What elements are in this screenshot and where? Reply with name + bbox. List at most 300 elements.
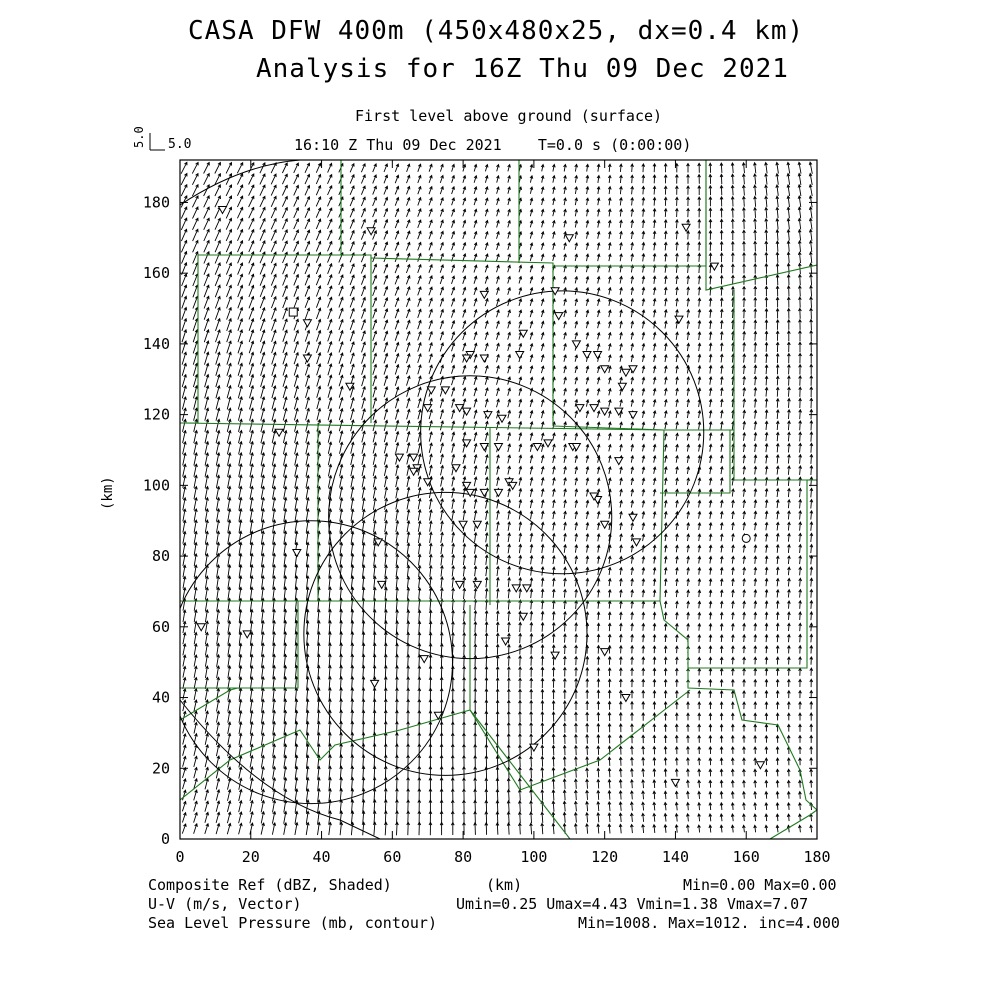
wind-vector xyxy=(765,691,768,698)
wind-vector xyxy=(418,577,421,588)
y-tick-label: 160 xyxy=(142,264,170,283)
wind-vector xyxy=(485,388,488,396)
wind-vector xyxy=(653,231,656,239)
wind-vector xyxy=(384,209,388,217)
wind-vector xyxy=(698,175,701,184)
wind-vector xyxy=(273,699,276,712)
wind-vector xyxy=(238,252,243,263)
wind-vector xyxy=(429,176,432,183)
wind-vector xyxy=(586,411,589,418)
wind-vector xyxy=(474,310,477,318)
wind-vector xyxy=(406,309,410,318)
wind-vector xyxy=(204,163,210,174)
wind-vector xyxy=(608,679,611,687)
wind-vector xyxy=(429,677,432,689)
wind-vector xyxy=(474,789,477,801)
wind-vector xyxy=(228,632,231,644)
wind-vector xyxy=(260,319,265,331)
wind-vector xyxy=(519,388,522,395)
wind-vector xyxy=(720,478,723,485)
wind-vector xyxy=(261,442,265,455)
wind-vector xyxy=(754,747,757,754)
wind-vector xyxy=(463,377,466,385)
wind-vector xyxy=(709,433,712,440)
footer-x-unit: (km) xyxy=(486,876,523,894)
wind-vector xyxy=(205,644,208,656)
wind-vector xyxy=(283,230,288,241)
wind-vector xyxy=(328,230,333,240)
wind-vector xyxy=(295,453,299,465)
wind-vector xyxy=(518,812,521,823)
wind-vector xyxy=(440,700,443,712)
wind-vector xyxy=(283,442,287,454)
wind-vector xyxy=(418,231,421,239)
wind-vector xyxy=(675,209,678,217)
wind-vector xyxy=(743,556,746,563)
wind-vector xyxy=(485,500,488,509)
wind-vector xyxy=(384,610,387,622)
wind-vector xyxy=(575,366,578,373)
wind-vector xyxy=(552,176,555,183)
wind-vector xyxy=(810,747,813,754)
wind-vector xyxy=(798,286,801,297)
wind-vector xyxy=(664,713,667,720)
wind-vector xyxy=(597,634,600,642)
wind-vector xyxy=(676,613,679,620)
wind-vector xyxy=(541,522,544,530)
wind-vector xyxy=(361,298,365,308)
wind-vector xyxy=(183,610,186,622)
wind-vector xyxy=(642,164,645,172)
wind-vector xyxy=(530,756,533,766)
wind-vector xyxy=(205,588,208,600)
wind-vector xyxy=(407,476,410,487)
station-marker xyxy=(243,631,251,638)
wind-vector xyxy=(250,756,253,768)
wind-vector xyxy=(227,296,232,308)
wind-vector xyxy=(250,554,253,567)
wind-vector xyxy=(541,455,544,463)
wind-vector xyxy=(474,176,477,183)
wind-vector xyxy=(228,576,231,589)
wind-vector xyxy=(597,657,600,665)
wind-vector xyxy=(552,679,555,688)
wind-vector xyxy=(406,242,410,250)
wind-vector xyxy=(653,389,656,396)
wind-vector xyxy=(272,352,276,364)
wind-vector xyxy=(608,232,611,239)
wind-vector xyxy=(239,688,242,700)
wind-vector xyxy=(720,691,723,698)
wind-vector xyxy=(474,354,477,362)
wind-vector xyxy=(215,296,220,308)
station-marker xyxy=(572,341,580,348)
wind-vector xyxy=(530,533,533,541)
station-marker xyxy=(533,444,541,451)
wind-vector xyxy=(474,209,477,216)
wind-vector xyxy=(754,264,757,274)
wind-vector xyxy=(452,566,455,577)
wind-vector xyxy=(642,646,645,653)
wind-vector xyxy=(586,601,589,609)
wind-vector xyxy=(474,733,477,745)
wind-vector xyxy=(620,489,623,496)
wind-vector xyxy=(541,812,544,823)
wind-vector xyxy=(552,522,555,530)
wind-vector xyxy=(182,274,187,286)
wind-vector xyxy=(642,445,645,452)
wind-vector xyxy=(564,333,567,340)
wind-vector xyxy=(530,678,533,688)
wind-vector xyxy=(810,702,813,710)
wind-vector xyxy=(743,489,746,497)
wind-vector xyxy=(519,634,522,644)
wind-vector xyxy=(440,209,443,216)
wind-vector xyxy=(440,343,443,352)
wind-vector xyxy=(709,792,712,799)
wind-vector xyxy=(597,590,600,598)
station-marker xyxy=(410,468,418,475)
wind-vector xyxy=(776,455,779,464)
wind-vector xyxy=(295,475,298,488)
wind-vector xyxy=(530,567,533,576)
wind-vector xyxy=(575,456,578,463)
wind-vector xyxy=(328,253,333,263)
wind-vector xyxy=(249,274,254,286)
wind-vector xyxy=(541,701,544,711)
wind-vector xyxy=(754,421,757,429)
wind-vector xyxy=(687,287,690,295)
wind-vector xyxy=(810,331,813,341)
wind-vector xyxy=(709,478,712,485)
wind-vector xyxy=(228,655,231,667)
wind-vector xyxy=(351,576,354,589)
wind-vector xyxy=(787,320,790,330)
wind-vector xyxy=(776,331,779,341)
wind-vector xyxy=(508,489,511,497)
wind-vector xyxy=(407,822,410,835)
wind-vector xyxy=(373,376,377,386)
wind-vector xyxy=(316,297,320,308)
wind-vector xyxy=(217,655,220,667)
wind-vector xyxy=(440,622,443,633)
wind-vector xyxy=(316,219,321,229)
wind-vector xyxy=(519,589,522,598)
wind-vector xyxy=(373,565,376,577)
wind-vector xyxy=(597,523,600,530)
wind-vector xyxy=(373,554,376,566)
wind-vector xyxy=(575,164,578,171)
wind-vector xyxy=(720,780,723,787)
wind-vector xyxy=(228,498,231,511)
wind-vector xyxy=(271,286,276,297)
wind-vector xyxy=(306,453,310,465)
wind-vector xyxy=(653,175,656,183)
wind-vector xyxy=(620,344,623,351)
wind-vector xyxy=(351,442,354,453)
wind-vector xyxy=(563,779,566,789)
wind-vector xyxy=(474,823,477,835)
wind-vector xyxy=(754,736,757,743)
wind-vector xyxy=(709,332,712,340)
wind-vector xyxy=(396,621,399,633)
wind-vector xyxy=(731,781,734,788)
wind-vector xyxy=(541,433,544,440)
wind-vector xyxy=(249,219,254,230)
wind-vector xyxy=(384,242,388,251)
wind-vector xyxy=(429,700,432,712)
wind-vector xyxy=(508,511,511,520)
station-marker xyxy=(463,440,471,447)
wind-vector xyxy=(586,489,589,496)
wind-vector xyxy=(350,275,354,285)
wind-vector xyxy=(508,399,511,407)
wind-vector xyxy=(597,668,600,676)
wind-vector xyxy=(497,243,500,250)
wind-vector xyxy=(552,221,555,228)
wind-vector xyxy=(328,386,332,397)
wind-vector xyxy=(238,319,243,331)
wind-vector xyxy=(497,221,500,228)
wind-vector xyxy=(407,577,410,589)
wind-vector xyxy=(687,702,690,709)
wind-vector xyxy=(508,243,511,250)
wind-vector xyxy=(787,196,790,207)
wind-vector xyxy=(810,398,813,408)
wind-vector xyxy=(731,702,734,709)
wind-vector xyxy=(429,343,432,352)
wind-vector xyxy=(384,454,387,465)
wind-vector xyxy=(205,453,209,466)
wind-vector xyxy=(508,165,511,172)
wind-vector xyxy=(183,565,186,577)
wind-vector xyxy=(754,433,757,441)
wind-vector xyxy=(485,455,488,464)
wind-vector xyxy=(653,243,656,251)
wind-vector xyxy=(305,308,310,319)
wind-vector xyxy=(575,668,578,677)
wind-vector xyxy=(262,711,265,723)
wind-vector xyxy=(631,187,634,195)
wind-vector xyxy=(765,511,768,519)
wind-vector xyxy=(619,635,622,643)
wind-vector xyxy=(664,310,667,318)
wind-vector xyxy=(720,377,723,385)
wind-vector xyxy=(329,823,332,836)
wind-vector xyxy=(552,690,555,699)
wind-vector xyxy=(373,476,376,487)
wind-vector xyxy=(653,422,656,429)
wind-vector xyxy=(261,756,264,768)
wind-vector xyxy=(787,758,790,765)
wind-vector xyxy=(608,456,611,463)
wind-vector xyxy=(709,500,712,507)
wind-vector xyxy=(508,332,511,339)
wind-vector xyxy=(731,174,734,184)
wind-vector xyxy=(799,365,802,375)
wind-vector xyxy=(418,209,421,217)
wind-vector xyxy=(720,579,723,586)
wind-vector xyxy=(283,364,287,376)
wind-vector xyxy=(720,713,723,720)
wind-vector xyxy=(687,400,690,407)
y-tick-label: 120 xyxy=(142,405,170,424)
wind-vector xyxy=(238,241,243,252)
wind-vector xyxy=(508,366,511,373)
wind-vector xyxy=(675,758,678,765)
wind-vector xyxy=(519,299,522,306)
wind-vector xyxy=(384,186,388,194)
wind-vector xyxy=(743,747,746,754)
wind-vector xyxy=(709,354,712,362)
county-line xyxy=(660,430,730,493)
wind-vector xyxy=(642,467,645,474)
wind-vector xyxy=(653,198,656,206)
wind-vector xyxy=(720,758,723,765)
wind-vector xyxy=(373,465,376,476)
wind-vector xyxy=(586,164,589,171)
wind-vector xyxy=(485,511,488,520)
wind-vector xyxy=(295,531,298,544)
wind-vector xyxy=(183,678,186,689)
wind-vector xyxy=(743,568,746,575)
wind-vector xyxy=(743,343,746,352)
wind-vector xyxy=(227,341,232,353)
wind-vector xyxy=(418,187,421,195)
wind-vector xyxy=(429,276,432,284)
wind-vector xyxy=(451,823,454,835)
wind-vector xyxy=(463,220,466,227)
wind-vector xyxy=(239,442,243,455)
wind-vector xyxy=(552,790,555,800)
wind-vector xyxy=(776,230,779,241)
wind-vector xyxy=(507,778,510,789)
wind-vector xyxy=(373,398,377,409)
wind-vector xyxy=(474,644,477,655)
wind-vector xyxy=(530,198,533,205)
wind-vector xyxy=(452,611,455,622)
wind-vector xyxy=(250,733,253,745)
wind-vector xyxy=(731,197,734,207)
wind-vector xyxy=(720,556,723,563)
wind-vector xyxy=(440,588,443,599)
wind-vector xyxy=(698,242,701,251)
wind-vector xyxy=(608,277,611,284)
wind-vector xyxy=(474,622,477,633)
wind-vector xyxy=(597,232,600,239)
wind-vector xyxy=(720,803,723,810)
wind-vector xyxy=(653,254,656,262)
wind-vector xyxy=(754,230,757,240)
wind-vector xyxy=(508,455,511,463)
wind-vector xyxy=(441,555,444,566)
wind-vector xyxy=(698,411,701,418)
wind-vector xyxy=(395,287,399,296)
wind-vector xyxy=(620,601,623,608)
wind-vector xyxy=(373,365,377,375)
wind-vector xyxy=(396,510,399,521)
wind-vector xyxy=(463,287,466,295)
wind-vector xyxy=(451,287,454,295)
wind-vector xyxy=(631,478,634,485)
wind-vector xyxy=(631,198,634,206)
wind-vector xyxy=(485,667,488,678)
wind-vector xyxy=(485,276,488,283)
wind-vector xyxy=(373,309,377,319)
wind-vector xyxy=(519,678,522,688)
wind-vector xyxy=(216,790,220,801)
wind-vector xyxy=(227,431,231,444)
wind-vector xyxy=(474,667,477,678)
wind-vector xyxy=(597,176,600,183)
wind-vector xyxy=(575,701,578,710)
wind-vector xyxy=(743,758,746,765)
wind-vector xyxy=(396,565,399,577)
wind-vector xyxy=(194,453,198,466)
wind-vector xyxy=(429,164,432,171)
wind-vector xyxy=(384,253,388,262)
wind-vector xyxy=(620,612,623,619)
wind-vector xyxy=(765,399,768,408)
wind-vector xyxy=(306,789,309,802)
wind-vector xyxy=(732,613,735,620)
wind-vector xyxy=(452,232,455,239)
wind-vector xyxy=(249,285,254,297)
wind-vector xyxy=(810,758,813,765)
y-tick-label: 40 xyxy=(151,688,170,707)
wind-vector xyxy=(395,209,399,217)
wind-vector xyxy=(664,601,667,608)
wind-vector xyxy=(215,263,220,275)
wind-vector xyxy=(664,299,667,307)
wind-vector xyxy=(362,543,365,555)
wind-vector xyxy=(541,355,544,362)
wind-vector xyxy=(541,623,544,632)
wind-vector xyxy=(765,702,768,709)
wind-vector xyxy=(497,455,500,463)
wind-vector xyxy=(788,567,791,575)
wind-vector xyxy=(305,364,309,376)
wind-vector xyxy=(564,444,567,451)
wind-vector xyxy=(698,422,701,429)
wind-vector xyxy=(653,635,656,642)
wind-vector xyxy=(776,646,779,653)
wind-vector xyxy=(541,221,544,228)
wind-vector xyxy=(284,531,287,544)
wind-vector xyxy=(485,522,488,531)
wind-vector xyxy=(608,690,611,698)
wind-vector xyxy=(698,769,701,776)
wind-vector xyxy=(272,330,277,342)
wind-vector xyxy=(586,724,589,733)
wind-vector xyxy=(553,456,556,463)
wind-vector xyxy=(317,397,321,409)
wind-vector xyxy=(215,218,220,229)
wind-vector xyxy=(720,343,723,351)
station-marker xyxy=(473,521,481,528)
wind-vector xyxy=(653,557,656,564)
wind-vector xyxy=(608,824,611,833)
wind-vector xyxy=(620,288,623,295)
wind-vector xyxy=(316,230,321,240)
wind-vector xyxy=(642,433,645,440)
wind-vector xyxy=(295,442,299,454)
wind-vector xyxy=(787,724,790,731)
wind-vector xyxy=(810,477,813,486)
wind-vector xyxy=(731,242,734,251)
wind-vector xyxy=(474,700,477,711)
wind-vector xyxy=(687,422,690,429)
